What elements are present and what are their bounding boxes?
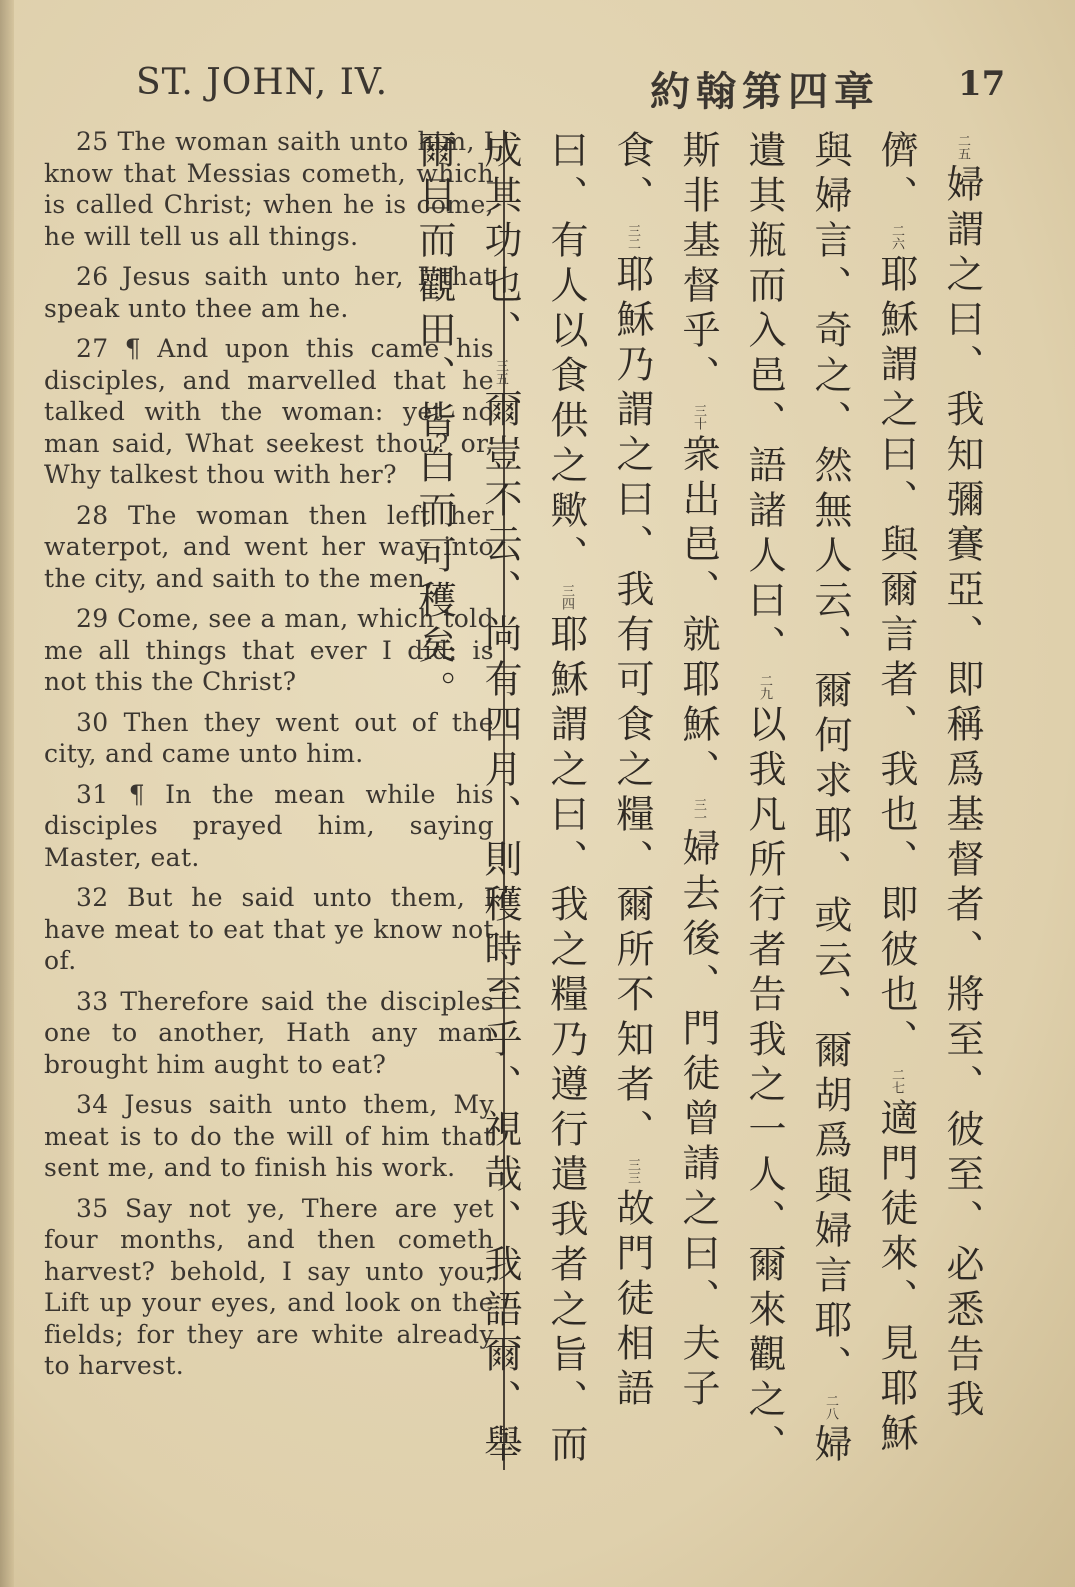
chinese-verse-31: 婦去後、門徒曾請之曰、夫子食、	[610, 130, 720, 1413]
running-title: ST. JOHN, IV.	[136, 62, 389, 103]
chinese-verse-35: 爾豈不云、尚有四月、則穫時至乎、視哉、我語爾、舉爾目而觀田、皆白而可穫矣。	[412, 130, 522, 1469]
verse-28: 28 The woman then left her waterpot, and went her way into the city, and saith to the men,	[44, 500, 494, 593]
page-number: 17	[958, 64, 1006, 104]
chinese-verse-29: 以我凡所行者告我之一人、爾來觀之、斯非基督乎、	[676, 130, 786, 1469]
verse-26: 26 Jesus saith unto her, I that speak unto thee am he.	[44, 262, 494, 323]
chinese-verse-28: 婦遺其瓶而入邑、語諸人曰、	[742, 130, 852, 1469]
verse-number-25: 二五	[955, 134, 970, 160]
verse-number-30: 三十	[691, 404, 706, 430]
chinese-verse-32: 耶穌乃謂之曰、我有可食之糧、爾所不知者、	[610, 254, 654, 1154]
verse-27: 27 ¶ And upon this came his disciples, and marvelled that he talked with the woman: yet no man said, What seekest thou? or, Why talkest thou with her?	[44, 334, 494, 489]
verse-number-27: 二七	[889, 1068, 904, 1094]
chinese-verse-34: 耶穌謂之曰、我之糧乃遵行遣我者之旨、而成其功也、	[478, 130, 588, 1469]
verse-31: 31 ¶ In the mean while his disciples prayed him, saying Master, eat.	[44, 779, 494, 872]
verse-32: 32 But he said unto them, I have meat to eat that ye know not of.	[44, 883, 494, 975]
chinese-verse-27: 適門徒來、見耶穌與婦言、奇之、然無人云、爾何求耶、或云、爾胡爲與婦言耶、	[808, 130, 918, 1458]
page-header	[0, 62, 1075, 114]
verse-33: 33 Therefore said the disciples one to another, Hath any man brought him aught to eat?	[44, 986, 494, 1079]
verse-number-26: 二六	[889, 224, 904, 250]
chinese-verse-26: 耶穌謂之曰、與爾言者、我也、即彼也、	[874, 254, 918, 1064]
verse-34: 34 Jesus saith unto them, My meat is to do the will of him that sent me, and to finish his work.	[44, 1090, 494, 1182]
verse-number-33: 三三	[625, 1158, 640, 1184]
chinese-verse-33: 故門徒相語曰、有人以食供之歟、	[544, 130, 654, 1413]
verse-25: 25 The woman saith unto him, I know that Messias cometh, which is called Christ; when he is come, he will tell us all things.	[44, 127, 494, 251]
verse-number-34: 三四	[559, 584, 574, 610]
chinese-verse-25: 婦謂之曰、我知彌賽亞、即稱爲基督者、將至、彼至、必悉告我儕、	[874, 130, 984, 1424]
running-title-chinese: 約翰第四章	[650, 68, 880, 115]
verse-number-29: 二九	[757, 674, 772, 700]
chinese-verse-30: 衆出邑、就耶穌、	[676, 434, 720, 794]
verse-number-28: 二八	[823, 1394, 838, 1420]
verse-number-35: 三五	[493, 359, 508, 385]
verse-number-32: 三二	[625, 224, 640, 250]
chinese-text-column	[401, 130, 995, 1500]
verse-30: 30 Then they went out of the city, and came unto him.	[44, 707, 494, 768]
verse-35: 35 Say not ye, There are yet four months, and then cometh harvest? behold, I say unto you, Lift up your eyes, and look on the fields; for they are white already to harvest.	[44, 1193, 494, 1380]
page-edge-shadow	[0, 0, 14, 1587]
verse-29: 29 Come, see a man, which told me all things that ever I did: is not this the Christ?	[44, 604, 494, 696]
verse-number-31: 三一	[691, 798, 706, 824]
